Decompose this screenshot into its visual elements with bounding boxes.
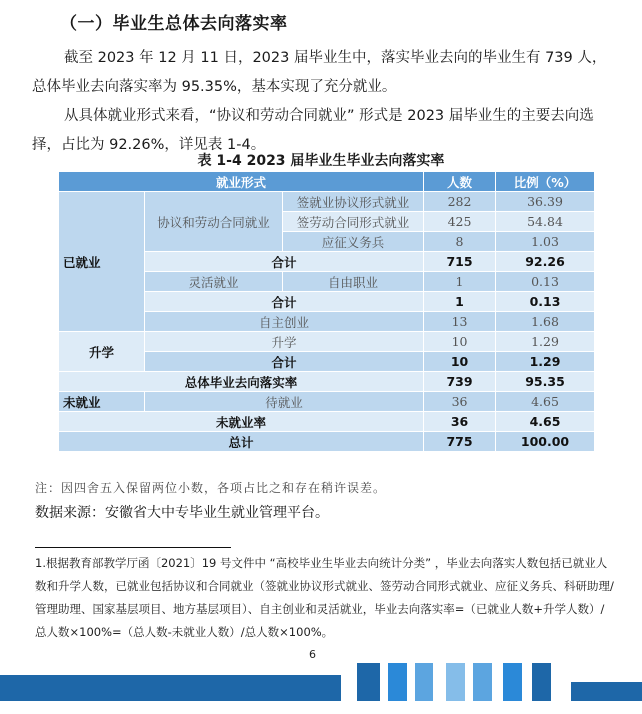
table-row-total-rate [59, 372, 595, 392]
row-percent: 1.29 [496, 352, 595, 372]
paragraph-summary: 截至 2023 年 12 月 11 日，2023 届毕业生中，落实毕业去向的毕业生有 739 人，总体毕业去向落实率为 95.35%，基本实现了充分就业。 [32, 50, 607, 95]
footer-bar-right [571, 682, 642, 701]
footer-bar-1 [357, 663, 380, 701]
paragraph-detail: 从具体就业形式来看，“协议和劳动合同就业” 形式是 2023 届毕业生的主要去向选择，占比为 92.26%，详见表 1-4。 [32, 108, 594, 153]
data-source: 数据来源：安徽省大中专毕业生就业管理平台。 [35, 505, 329, 521]
destination-rate-table [58, 171, 595, 452]
row-percent: 1.29 [496, 332, 595, 352]
table-row-grand-total [59, 432, 595, 452]
row-percent: 54.84 [496, 212, 595, 232]
row-label: 合计 [145, 352, 424, 372]
row-count: 10 [424, 352, 496, 372]
row-label: 签劳动合同形式就业 [283, 212, 424, 232]
section-heading: （一）毕业生总体去向落实率 [60, 14, 288, 34]
header-count: 人数 [424, 172, 496, 192]
group-employed: 已就业 [59, 192, 145, 332]
row-label: 待就业 [145, 392, 424, 412]
row-count: 775 [424, 432, 496, 452]
header-employment-form: 就业形式 [59, 172, 424, 192]
row-percent: 92.26 [496, 252, 595, 272]
row-count: 36 [424, 392, 496, 412]
row-label: 合计 [145, 252, 424, 272]
row-label: 升学 [145, 332, 424, 352]
row-count: 13 [424, 312, 496, 332]
table-row [59, 332, 595, 352]
subgroup-flexible: 灵活就业 [145, 272, 283, 292]
table-row [59, 192, 595, 212]
row-label: 未就业率 [59, 412, 424, 432]
row-percent: 100.00 [496, 432, 595, 452]
row-label: 合计 [145, 292, 424, 312]
footer-bar-2 [388, 663, 407, 701]
row-count: 715 [424, 252, 496, 272]
footer-bar-left [0, 675, 341, 701]
row-label: 自主创业 [145, 312, 424, 332]
footer-bar-7 [532, 663, 551, 701]
row-label: 签就业协议形式就业 [283, 192, 424, 212]
row-count: 8 [424, 232, 496, 252]
table-header-row [59, 172, 595, 192]
row-percent: 0.13 [496, 292, 595, 312]
group-further-study: 升学 [59, 332, 145, 372]
row-label: 自由职业 [283, 272, 424, 292]
row-count: 10 [424, 332, 496, 352]
row-label: 总计 [59, 432, 424, 452]
footer-bar-3 [415, 663, 433, 701]
row-percent: 4.65 [496, 412, 595, 432]
row-percent: 36.39 [496, 192, 595, 212]
row-count: 1 [424, 272, 496, 292]
row-count: 425 [424, 212, 496, 232]
row-count: 739 [424, 372, 496, 392]
row-count: 36 [424, 412, 496, 432]
row-label: 应征义务兵 [283, 232, 424, 252]
row-count: 1 [424, 292, 496, 312]
table-note: 注：因四舍五入保留两位小数，各项占比之和存在稍许误差。 [35, 481, 387, 495]
subgroup-contract: 协议和劳动合同就业 [145, 192, 283, 252]
table-row-unemployment-rate [59, 412, 595, 432]
row-label: 总体毕业去向落实率 [59, 372, 424, 392]
row-percent: 1.03 [496, 232, 595, 252]
page-number: 6 [309, 648, 316, 661]
row-percent: 95.35 [496, 372, 595, 392]
header-percent: 比例（%） [496, 172, 595, 192]
footer-bar-4 [446, 663, 465, 701]
footnote-divider [35, 547, 231, 548]
footer-bar-6 [503, 663, 522, 701]
row-count: 282 [424, 192, 496, 212]
table-caption: 表 1-4 2023 届毕业生毕业去向落实率 [197, 153, 445, 169]
row-percent: 0.13 [496, 272, 595, 292]
group-unemployed: 未就业 [59, 392, 145, 412]
table-row [59, 392, 595, 412]
footnote: 1.根据教育部教学厅函〔2021〕19 号文件中 “高校毕业生毕业去向统计分类” ，毕业去向落实人数包括已就业人数和升学人数，已就业包括协议和合同就业（签就业协议形式就业、签劳动合同形式就业、应征义务兵、科研助理/管理助理、国家基层项目、地方基层项目）、自主创业和灵活就业，毕业去向落实率=（已就业人数+升学人数）/总人数×100%=（总人数-未就业人数）/总人数×100%。 [35, 556, 614, 639]
row-percent: 1.68 [496, 312, 595, 332]
row-percent: 4.65 [496, 392, 595, 412]
footer-bar-5 [473, 663, 492, 701]
